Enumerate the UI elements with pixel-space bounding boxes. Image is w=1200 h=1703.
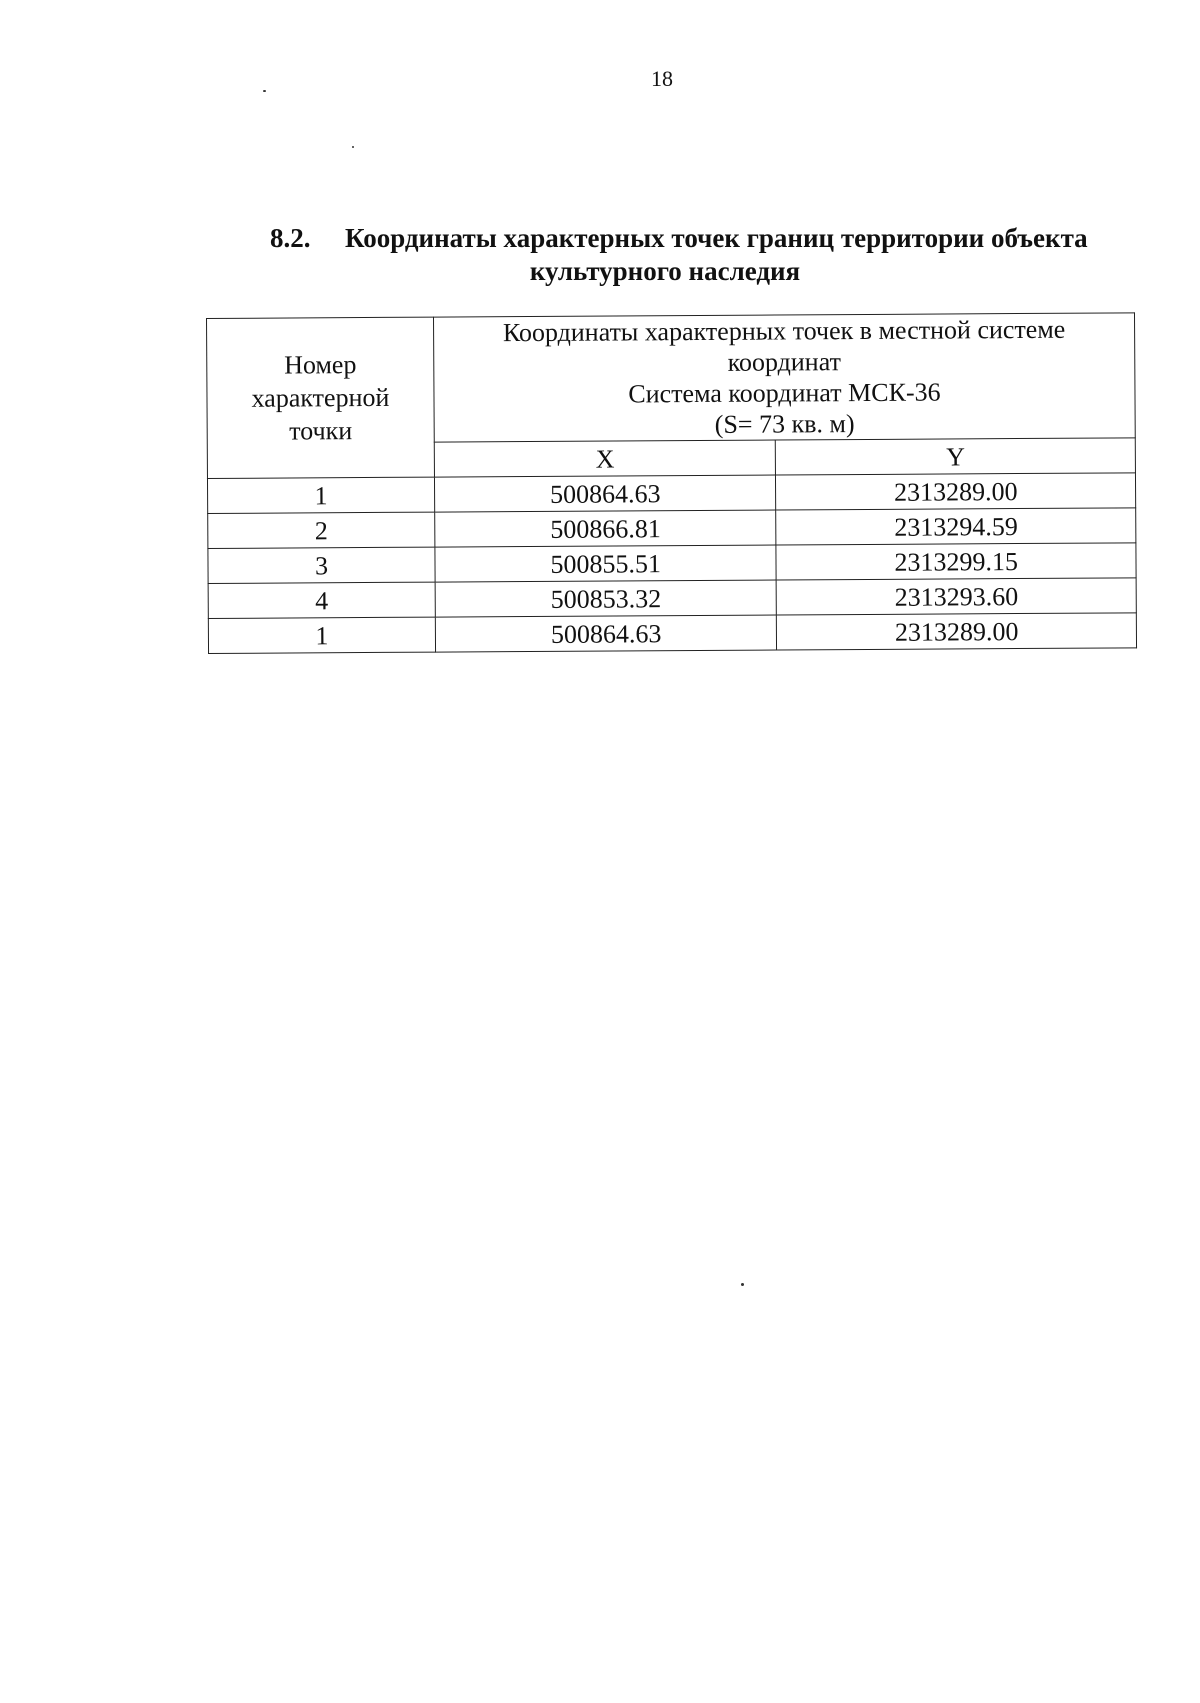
header-point-number-line: Номер bbox=[284, 350, 357, 380]
cell-y: 2313293.60 bbox=[777, 578, 1137, 615]
cell-point-number: 3 bbox=[208, 547, 435, 583]
scan-speck bbox=[352, 146, 354, 148]
scan-speck bbox=[741, 1283, 744, 1286]
cell-y: 2313299.15 bbox=[776, 543, 1136, 580]
cell-y: 2313294.59 bbox=[776, 508, 1136, 545]
table-header-row bbox=[207, 313, 1136, 444]
cell-y: 2313289.00 bbox=[776, 473, 1136, 510]
table-row bbox=[207, 473, 1135, 514]
cell-x: 500864.63 bbox=[434, 475, 776, 512]
cell-x: 500855.51 bbox=[435, 545, 777, 582]
header-coordinate-line: координат bbox=[727, 347, 841, 377]
cell-point-number: 1 bbox=[207, 477, 434, 513]
header-point-number bbox=[207, 317, 435, 478]
cell-point-number: 1 bbox=[208, 617, 435, 653]
table-row bbox=[208, 508, 1136, 549]
table-row bbox=[208, 613, 1136, 654]
header-point-number-line: точки bbox=[289, 416, 353, 446]
header-coordinate-line: Система координат МСК-36 bbox=[628, 377, 941, 409]
section-title-line-2: культурного наследия bbox=[529, 256, 801, 286]
section-heading bbox=[270, 222, 1140, 288]
cell-point-number: 4 bbox=[208, 582, 435, 618]
table-row bbox=[208, 543, 1136, 584]
page-number: 18 bbox=[651, 66, 673, 91]
table-row bbox=[208, 578, 1136, 619]
section-title-line-1: Координаты характерных точек границ территории объекта bbox=[345, 223, 1088, 253]
cell-x: 500864.63 bbox=[435, 615, 777, 652]
cell-x: 500866.81 bbox=[435, 510, 777, 547]
header-x: X bbox=[434, 440, 776, 477]
cell-x: 500853.32 bbox=[435, 580, 777, 617]
section-number: 8.2. bbox=[270, 223, 311, 253]
coordinates-table bbox=[206, 312, 1137, 654]
cell-point-number: 2 bbox=[208, 512, 435, 548]
cell-y: 2313289.00 bbox=[777, 613, 1137, 650]
scan-speck bbox=[263, 90, 266, 92]
header-coordinate-system bbox=[433, 313, 1135, 442]
header-point-number-line: характерной bbox=[251, 382, 390, 413]
header-coordinate-line: (S= 73 кв. м) bbox=[714, 409, 855, 439]
header-y: Y bbox=[776, 438, 1136, 475]
header-coordinate-line: Координаты характерных точек в местной системе bbox=[502, 314, 1066, 348]
